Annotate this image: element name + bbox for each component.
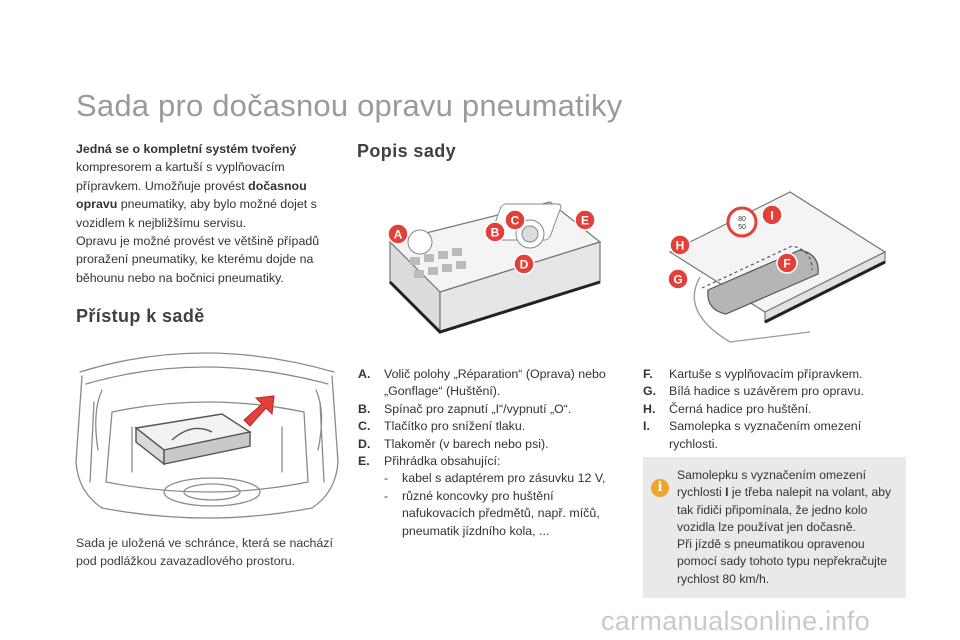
legend-item-c: C. Tlačítko pro snížení tlaku. bbox=[358, 419, 526, 434]
legend-right bbox=[643, 366, 883, 453]
legend-item-f: F. Kartuše s vyplňovacím přípravkem. bbox=[643, 367, 863, 381]
legend-item-b: B. Spínač pro zapnutí „I“/vypnutí „O“. bbox=[358, 401, 572, 416]
legend-item-d: D. Tlakoměr (v barech nebo psi). bbox=[358, 436, 549, 451]
legend-left bbox=[358, 366, 610, 540]
legend-item-e: E. Přihrádka obsahující: bbox=[358, 454, 501, 469]
info-text bbox=[677, 467, 901, 588]
label-c: C bbox=[510, 213, 520, 228]
intro-bold: dočasnou opravu bbox=[76, 178, 307, 212]
legend-item-g: G. Bílá hadice s uzávěrem pro opravu. bbox=[643, 384, 864, 399]
info-text-1: Samolepku s vyznačením omezení rychlosti I je třeba nalepit na volant, aby tak řidiči připomínala, že jedno kolo vozidla lze používat jen dočasně. bbox=[677, 468, 892, 534]
legend-subitem-cable: - kabel s adaptérem pro zásuvku 12 V, bbox=[384, 471, 606, 486]
label-b: B bbox=[490, 225, 500, 240]
access-heading: Přístup k sadě bbox=[76, 306, 205, 326]
label-f: F bbox=[783, 256, 791, 271]
watermark: carmanualsonline.info bbox=[601, 606, 870, 636]
kit-heading: Popis sady bbox=[357, 141, 457, 161]
intro-body bbox=[76, 158, 326, 232]
legend-item-i: I. Samolepka s vyznačením omezení rychlosti. bbox=[643, 419, 862, 451]
info-text-2: Při jízdě s pneumatikou opravenou pomocí sady tohoto typu nepřekračujte rychlost 80 km/h. bbox=[677, 537, 888, 586]
intro-text-2: pneumatiky, aby bylo možné dojet s vozidlem k nejbližšímu servisu. bbox=[76, 197, 317, 230]
legend-subitem-adapters: - různé koncovky pro huštění nafukovacích předmětů, např. míčů, pneumatik jízdního kola, ... bbox=[384, 488, 600, 538]
intro-text-3: Opravu je možné provést ve většině případů proražení pneumatiky, ke kterému dojde na běhounu nebo na bočnici pneumatiky. bbox=[76, 234, 320, 285]
info-box bbox=[643, 457, 906, 598]
label-e: E bbox=[580, 213, 590, 228]
info-icon: i bbox=[651, 479, 669, 497]
bag-illustration bbox=[640, 182, 892, 352]
label-h: H bbox=[675, 238, 685, 253]
label-a: A bbox=[393, 227, 403, 242]
access-note: Sada je uložená ve schránce, která se nachází pod podlážkou zavazadlového prostoru. bbox=[76, 536, 333, 569]
legend-item-h: H. Černá hadice pro huštění. bbox=[643, 401, 812, 416]
intro-text-1: kompresorem a kartuší s vyplňovacím přípravkem. Umožňuje provést bbox=[76, 160, 285, 193]
compressor-illustration bbox=[350, 182, 615, 352]
label-i: I bbox=[770, 208, 774, 223]
label-g: G bbox=[673, 272, 683, 287]
gauge-50: 50 bbox=[738, 224, 746, 231]
label-d: D bbox=[519, 257, 529, 272]
intro-lead: Jedná se o kompletní systém tvořený bbox=[76, 142, 297, 156]
trunk-illustration bbox=[72, 332, 342, 522]
legend-item-a: A. Volič polohy „Réparation“ (Oprava) nebo „Gonflage“ (Huštění). bbox=[358, 367, 606, 399]
intro-paragraph bbox=[76, 140, 326, 287]
page-title: Sada pro dočasnou opravu pneumatiky bbox=[76, 88, 623, 123]
gauge-80: 80 bbox=[738, 216, 746, 223]
